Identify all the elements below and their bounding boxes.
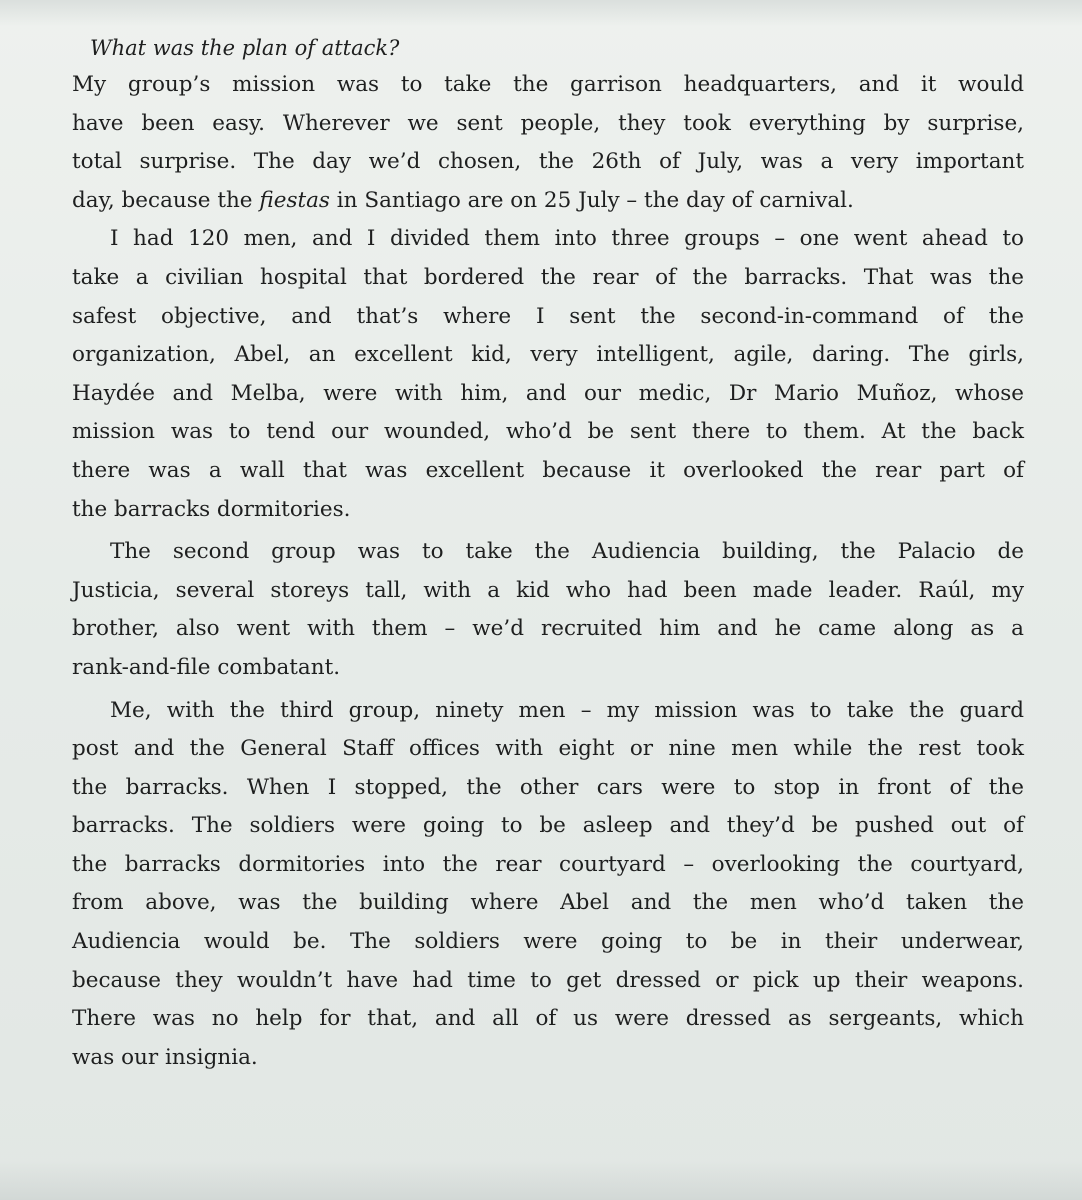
text-line: brother, also went with them – we’d recruited him and he came along as a [72,616,1024,642]
text-line: My group’s mission was to take the garrison headquarters, and it would [72,72,1024,97]
paragraph-3 [72,533,1024,687]
text-line: Justicia, several storeys tall, with a kid who had been made leader. Raúl, my [72,577,1024,603]
text-line: mission was to tend our wounded, who’d be sent there to them. At the back [72,419,1024,445]
text-line: there was a wall that was excellent because it overlooked the rear part of [72,457,1024,483]
text-line: take a civilian hospital that bordered the rear of the barracks. That was the [72,264,1024,290]
text-line: rank-and-file combatant. [72,654,341,680]
text-line: I had 120 men, and I divided them into three groups – one went ahead to [110,226,1024,252]
text-line [72,182,1024,221]
italic-word: fiestas [259,187,330,213]
text-line: because they wouldn’t have had time to get dressed or pick up their weapons. [72,967,1024,993]
text-line: the barracks dormitories into the rear courtyard – overlooking the courtyard, [72,851,1024,877]
text-line: post and the General Staff offices with eight or nine men while the rest took [72,736,1024,762]
page-text [72,30,1024,1077]
text-line: Audiencia would be. The soldiers were going to be in their underwear, [72,929,1024,955]
text-line: The second group was to take the Audiencia building, the Palacio de [110,539,1024,565]
paragraph-1 [72,66,1024,220]
text-line: There was no help for that, and all of us were dressed as sergeants, which [72,1006,1024,1032]
text-line: organization, Abel, an excellent kid, very intelligent, agile, daring. The girls, [72,342,1024,368]
section-heading: What was the plan of attack? [90,36,400,60]
show-through-top [0,0,1082,26]
text-line: Haydée and Melba, were with him, and our medic, Dr Mario Muñoz, whose [72,380,1024,406]
text-line: was our insignia. [72,1044,258,1070]
text-line: safest objective, and that’s where I sent the second-in-command of the [72,303,1024,329]
text-line: barracks. The soldiers were going to be asleep and they’d be pushed out of [72,813,1024,839]
text-line: the barracks. When I stopped, the other cars were to stop in front of the [72,774,1024,800]
text-line: have been easy. Wherever we sent people, they took everything by surprise, [72,110,1024,136]
paragraph-4 [72,692,1024,1078]
paragraph-2 [72,220,1024,529]
text-line: total surprise. The day we’d chosen, the 26th of July, was a very important [72,149,1024,175]
text-line: the barracks dormitories. [72,496,351,522]
text-run: in Santiago are on 25 July – the day of carnival. [329,187,854,213]
text-run: day, because the [72,187,260,213]
show-through-bottom [0,1160,1082,1200]
text-line: Me, with the third group, ninety men – my mission was to take the guard [110,697,1024,723]
text-line: from above, was the building where Abel and the men who’d taken the [72,890,1024,916]
